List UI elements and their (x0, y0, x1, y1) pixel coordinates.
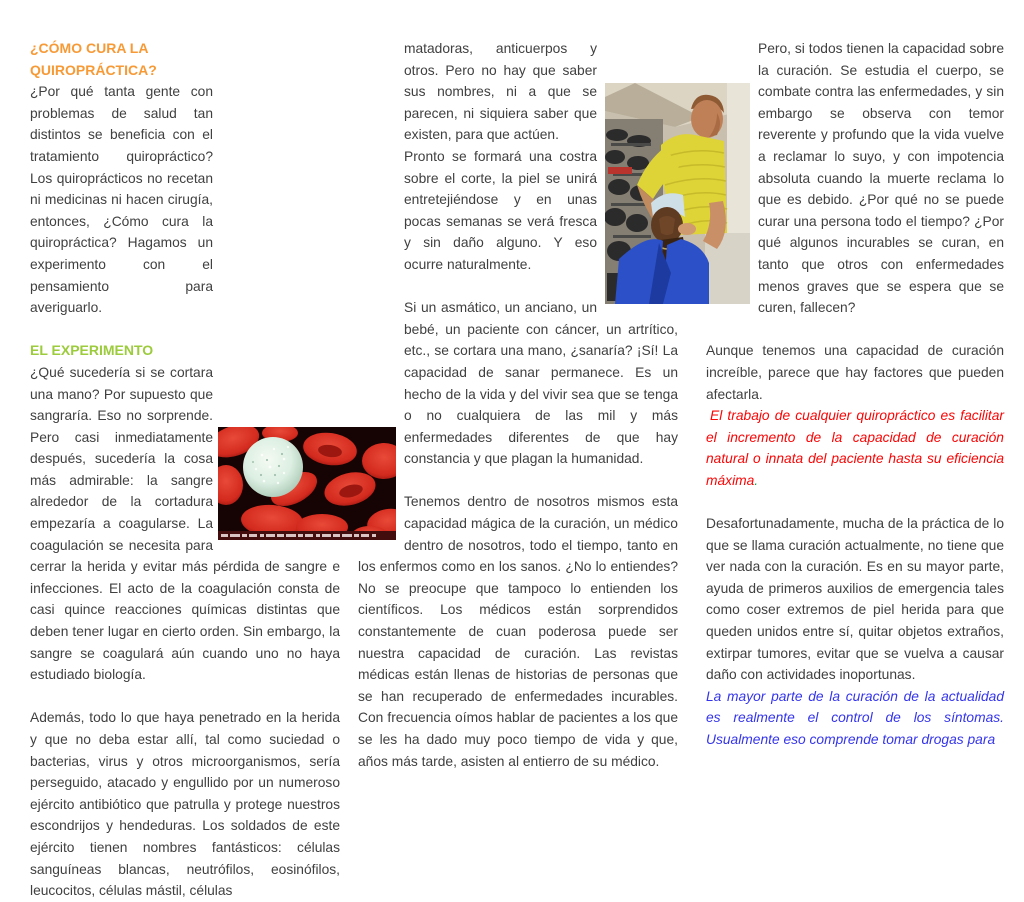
experiment-heading: EL EXPERIMENTO (30, 342, 154, 359)
blood-cells-photo (218, 427, 396, 540)
chiropractic-adjustment-illustration (605, 83, 750, 304)
body-paragraph: Si un asmático, un anciano, un bebé, un paciente con cáncer, un artrítico, etc., se cortara una mano, ¿sanaría? ¡Sí! La capacidad de sanar permanece. Es un hecho de la vida y del vivir sea que se tenga o no cualquiera de las mil y más enfermedades diferentes de que hay constancia y que plagan la humanidad. (404, 300, 678, 467)
symptom-control-note-blue: La mayor parte de la curación de la actualidad es realmente el control de los síntomas. Usualmente eso comprende tomar drogas para (706, 688, 1004, 747)
experiment-paragraph-2: Además, todo lo que haya penetrado en la herida y que no deba estar allí, tal como suciedad o bacterias, virus y otros microorganismos, sería perseguido, atacado y engullido por un numeroso ejército antibiótico que patrulla y protege nuestros escondrijos y hendeduras. Los soldados de este ejército tienen nombres fantásticos: células sanguíneas blancas, neutrófilos, eosinófilos, leucocitos, células mástil, células (30, 710, 340, 899)
chiropractic-note-red (706, 405, 1004, 491)
body-paragraph: matadoras, anticuerpos y otros. Pero no hay que saber sus nombres, ni a que se parecen, ni siquiera saber que existen, para que actúen. (404, 41, 597, 143)
body-paragraph: Pero, si todos tienen la capacidad sobre la curación. Se estudia el cuerpo, se combate contra las enfermedades, y sin embargo se observa con temor reverente y profundo que la vida vuelve a reclamar lo suyo, y con impotencia absoluta cuando la muerte reclama lo que es debido. ¿Por qué no se puede curar una persona todo el tiempo? ¿Por qué algunos incurables se curan, en tanto que otros con enfermedades menos graves que se espera que se curen, fallecen? (758, 41, 1004, 316)
paragraph-gap (358, 470, 678, 492)
body-paragraph: Desafortunadamente, mucha de la práctica de lo que se llama curación actualmente, no tiene que ver nada con la curación. Es en su mayor parte, ayuda de primeros auxilios de emergencia tales como coser extremos de piel herida para que queden unidos entre sí, quitar objetos extraños, extirpar tumores, evitar que se vuelva a causar daño con actividades inoportunas. (706, 516, 1004, 683)
chiropractic-adjustment-photo (605, 83, 750, 304)
experiment-paragraph-1: ¿Qué sucedería si se cortara una mano? Por supuesto que sangraría. Eso no sorprende. Pero casi inmediatamente después, sucedería la cosa más admirable: la sangre alrededor de la cortadura empezaría a coagularse. La coagulación se necesita para cerrar la herida y evitar más pérdida de sangre e infecciones. El acto de la coagulación consta de casi quince reacciones químicas distintas que deben tener lugar en cierto orden. Sin embargo, la sangre se coagulará aún cuando uno no haya estudiado biología. (30, 364, 340, 683)
paragraph-gap (30, 686, 340, 708)
column-3 (706, 38, 1004, 751)
article-title: ¿CÓMO CURA LA QUIROPRÁCTICA? (30, 40, 157, 78)
red-note-text: El trabajo de cualquier quiropráctico es facilitar el incremento de la capacidad de curación natural o innata del paciente hasta su eficiencia máxima (706, 408, 1004, 488)
paragraph-gap (30, 319, 340, 341)
paragraph-gap (706, 319, 1004, 341)
body-paragraph: Tenemos dentro de nosotros mismos esta capacidad mágica de la curación, un médico dentro de nosotros, todo el tiempo, tanto en los enfermos como en los sanos. ¿No lo entiendes? No se preocupe que tampoco lo entienden los científicos. Los médicos están sorprendidos constantemente de cuan poderosa puede ser nuestra capacidad de curación. Las revistas médicas están llenas de historias de personas que se han recuperado de enfermedades incurables. Con frecuencia oímos hablar de pacientes a los que se les ha dado muy poco tiempo de vida y que, años más tarde, asisten al entierro de su médico. (358, 494, 678, 769)
body-paragraph: Pronto se formará una costra sobre el corte, la piel se unirá entretejiéndose y en unas pocas semanas se verá fresca y sin daño alguno. Y eso ocurre naturalmente. (404, 148, 597, 272)
intro-paragraph: ¿Por qué tanta gente con problemas de salud tan distintos se beneficia con el tratamiento quiropráctico? Los quiroprácticos no recetan ni medicinas ni hacen cirugía, entonces, ¿Cómo cura la quiropráctica? Hagamos un experimento con el pensamiento para averiguarlo. (30, 84, 213, 316)
blood-cells-illustration (218, 427, 396, 540)
photo-credit-strip (218, 531, 396, 540)
red-note-period: . (754, 472, 759, 488)
body-paragraph: Aunque tenemos una capacidad de curación increíble, parece que hay factores que pueden afectarla. (706, 343, 1004, 402)
paragraph-gap (706, 491, 1004, 513)
